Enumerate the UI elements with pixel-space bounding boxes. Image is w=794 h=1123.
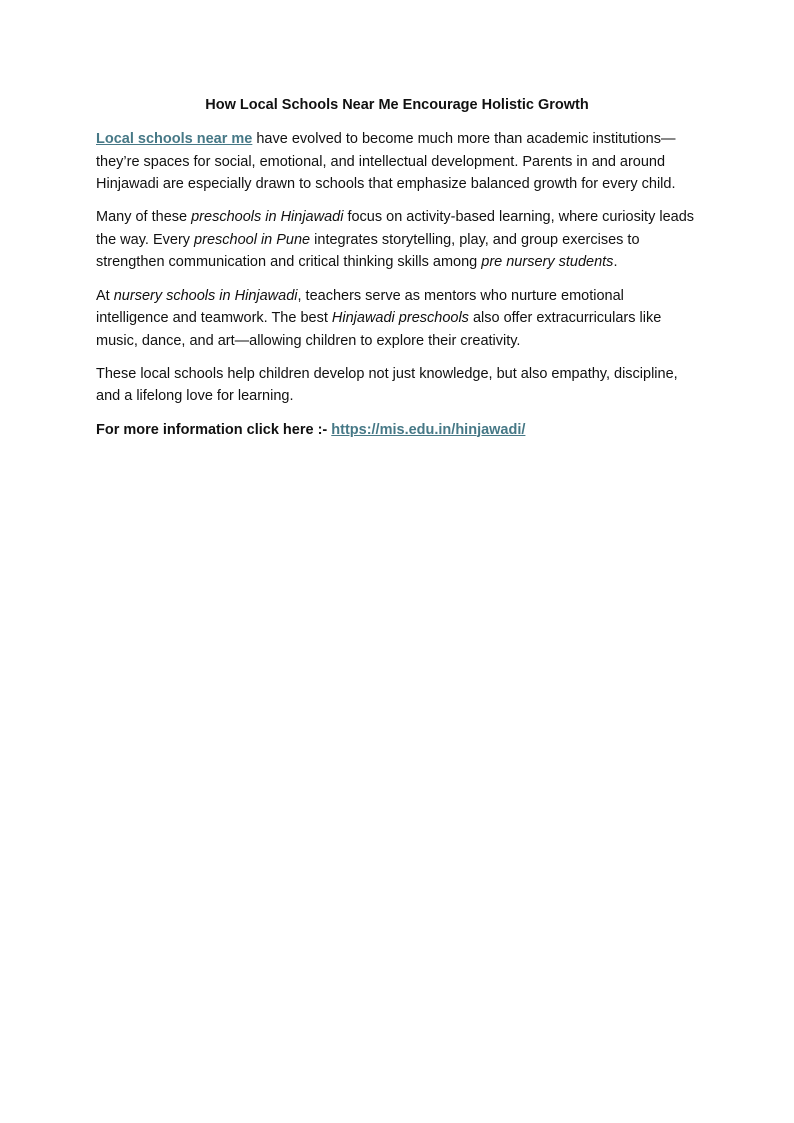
p3-text-2: , teachers serve as mentors who nurture emotional intelligence and teamwork. The best	[96, 287, 624, 327]
more-info-label: For more information click here :-	[96, 421, 332, 438]
p3-text-3: also offer extracurriculars like music, dance, and art—allowing children to explore their creativity.	[96, 310, 662, 349]
paragraph-preschools	[96, 206, 698, 274]
p2-italic-pre-nursery: pre nursery students	[481, 254, 614, 271]
paragraph-nursery	[96, 285, 698, 353]
paragraph-intro-text: have evolved to become much more than academic institutions—they’re spaces for social, emotional, and intellectual development. Parents in and around Hinjawadi are especially drawn to schools that emphasize balanced growth for every child.	[96, 131, 676, 193]
p3-italic-hinjawadi-preschools: Hinjawadi preschools	[331, 310, 469, 327]
document-page	[96, 95, 698, 452]
paragraph-intro	[96, 128, 698, 196]
p2-text-2: focus on activity-based learning, where curiosity leads the way. Every	[96, 209, 695, 248]
p2-text-3: integrates storytelling, play, and group exercises to strengthen communication and critical thinking skills among	[96, 231, 640, 271]
mis-hinjawadi-link[interactable]: https://mis.edu.in/hinjawadi/	[331, 421, 526, 438]
p2-text-4: .	[613, 254, 618, 271]
paragraph-conclusion: These local schools help children develop not just knowledge, but also empathy, discipline, and a lifelong love for learning.	[96, 365, 678, 405]
p2-italic-preschools-hinjawadi: preschools in Hinjawadi	[191, 209, 344, 226]
paragraph-more-info	[96, 419, 698, 442]
local-schools-link[interactable]: Local schools near me	[96, 131, 253, 147]
p3-text-1: At	[96, 287, 114, 304]
p2-text-1: Many of these	[96, 209, 192, 226]
p3-italic-nursery-schools: nursery schools in Hinjawadi	[113, 287, 298, 304]
page-title: How Local Schools Near Me Encourage Holistic Growth	[205, 97, 589, 113]
p2-italic-preschool-pune: preschool in Pune	[194, 231, 311, 248]
